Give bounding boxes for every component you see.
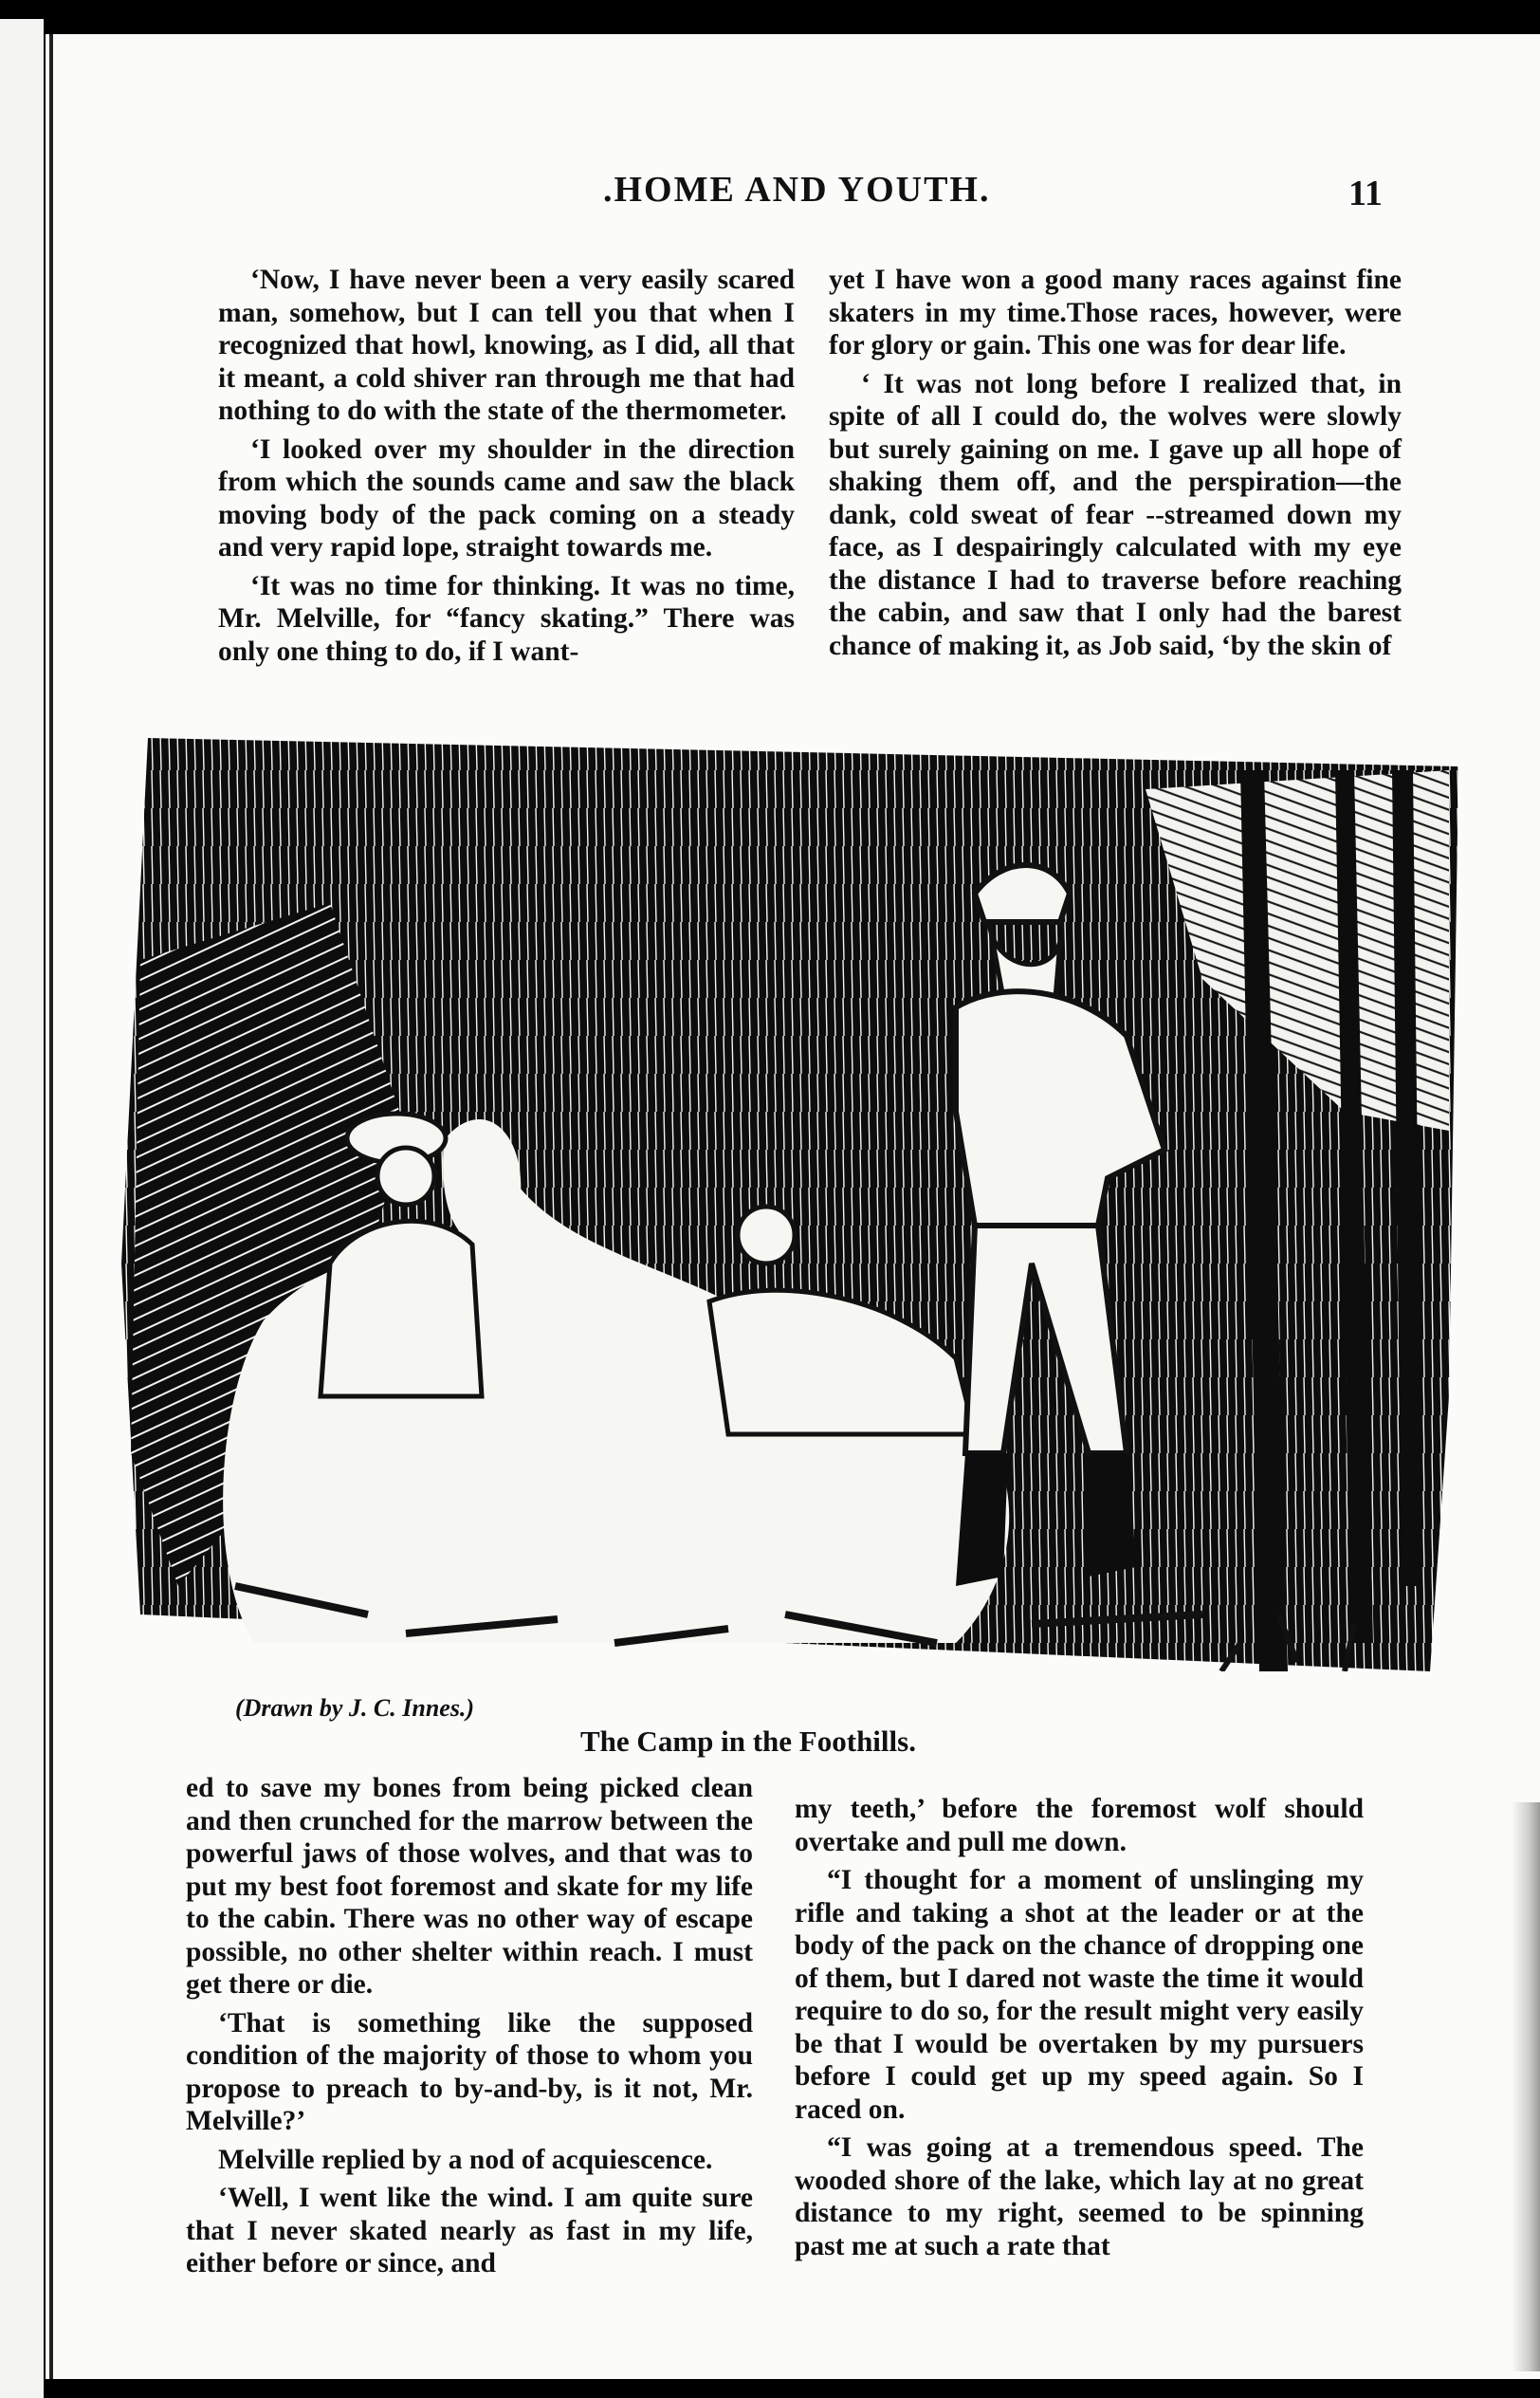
paragraph: ‘Now, I have never been a very easily scared man, somehow, but I can tell you that when I recognized that howl, knowing, as I did, all that it meant, a cold shiver ran through me that had nothing to do with the state of the thermometer. [218, 265, 795, 426]
running-title: .HOME AND YOUTH. [603, 170, 991, 210]
illustration-caption: The Camp in the Foothills. [580, 1725, 916, 1758]
illustration-camp [121, 732, 1462, 1671]
paragraph: ed to save my bones from being picked clean and then crunched for the marrow between the powerful jaws of those wolves, and that was to put my best foot foremost and skate for my life to the cabin. There was no other way of escape possible, no other shelter within reach. I must get there or die. [186, 1773, 753, 2000]
binding-gutter [49, 34, 53, 2379]
column-top-right [829, 264, 1402, 668]
paragraph: my teeth,’ before the foremost wolf should overtake and pull me down. [795, 1794, 1364, 1857]
running-header [603, 169, 1409, 226]
paragraph: ‘I looked over my shoulder in the direction from which the sounds came and saw the black moving body of the pack coming on a steady and very rapid lope, straight towards me. [218, 433, 795, 563]
column-bottom-left [186, 1772, 753, 2286]
paragraph: ‘It was no time for thinking. It was no time, Mr. Melville, for “fancy skating.” There was only one thing to do, if I want- [218, 570, 795, 667]
page-number: 11 [1348, 174, 1383, 213]
engraving-illustration-icon [121, 732, 1462, 1671]
column-top-left [218, 264, 795, 673]
paragraph: ‘ It was not long before I realized that, in spite of all I could do, the wolves were slowly but surely gaining on me. I gave up all hope of shaking them off, and the perspiration—the dank, cold sweat of fear --streamed down my face, as I despairingly calculated with my eye the distance I had to traverse before reaching the cabin, and saw that I only had the barest chance of making it, as Job said, ‘by the skin of [829, 368, 1402, 661]
paragraph: “I thought for a moment of unslinging my rifle and taking a shot at the leader or at the body of the pack on the chance of dropping one of them, but I dared not waste the time it would require to do so, for the result might very easily be that I would be overtaken by my pursuers before I could get up my speed again. So I raced on. [795, 1865, 1364, 2125]
paragraph: Melville replied by a nod of acquiescence. [218, 2144, 713, 2175]
facing-page-edge [0, 19, 44, 2398]
paragraph: “I was going at a tremendous speed. The wooded shore of the lake, which lay at no great distance to my right, seemed to be spinning past me at such a rate that [795, 2132, 1364, 2261]
illustration-credit: (Drawn by J. C. Innes.) [235, 1694, 475, 1722]
paragraph: ‘That is something like the supposed condition of the majority of those to whom you propose to preach to by-and-by, is it not, Mr. Melville?’ [186, 2007, 753, 2136]
paragraph: ‘Well, I went like the wind. I am quite sure that I never skated nearly as fast in my life, either before or since, and [186, 2183, 753, 2278]
page-edge-shadow [1512, 1802, 1540, 2371]
paragraph: yet I have won a good many races against fine skaters in my time.Those races, however, were for glory or gain. This one was for dear life. [829, 265, 1402, 360]
column-bottom-right [795, 1793, 1364, 2268]
